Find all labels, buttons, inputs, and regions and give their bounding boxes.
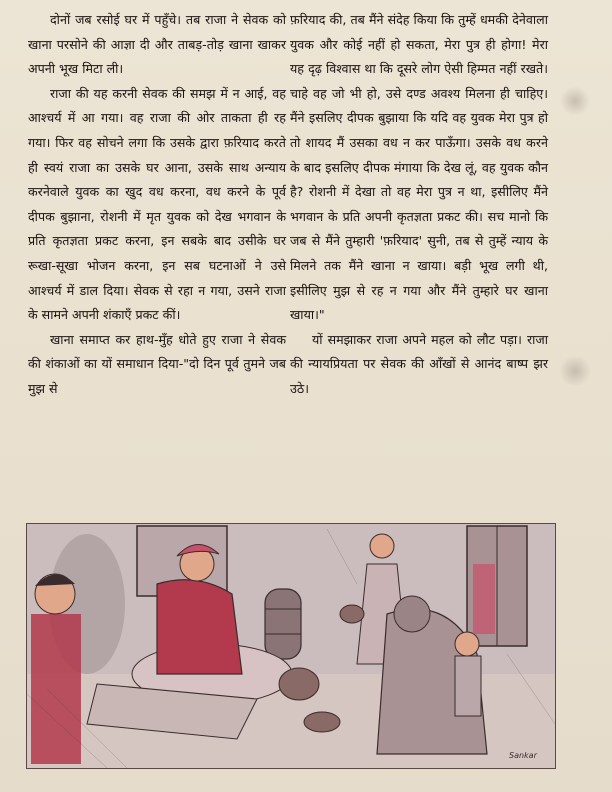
text-column-left <box>28 8 286 402</box>
artist-signature: Sankar <box>509 751 537 760</box>
paper-smudge <box>560 86 590 116</box>
illustration-drawing <box>27 524 555 768</box>
story-illustration <box>26 523 556 769</box>
paragraph: दोनों जब रसोई घर में पहुँचे। तब राजा ने सेवक को खाना परसोने की आज्ञा दी और ताबड़-तोड़ खाना खाकर अपनी भूख मिटा ली। <box>28 12 286 77</box>
paragraph: फ़रियाद की, तब मैंने संदेह किया कि तुम्हें धमकी देनेवाला युवक और कोई नहीं हो सकता, मेरा पुत्र ही होगा! मेरा यह दृढ़ विश्वास था कि दूसरे लोग ऐसी हिम्मत नहीं रखते। चाहे वह जो भी हो, उसे दण्ड अवश्य मिलना ही चाहिए। मैंने इसलिए दीपक बुझाया कि यदि वह युवक मेरा पुत्र हो तो शायद मैं उसका वध न कर पाऊँगा। उसके वध करने के बाद इसलिए दीपक मंगाया कि देख लूं, वह युवक कौन है? रोशनी में देखा तो वह मेरा पुत्र न था, इसीलिए मैंने भगवान के प्रति अपनी कृतज्ञता प्रकट की। सच मानो कि जब से मैंने तुम्हारी 'फ़रियाद' सुनी, तब से तुम्हें न्याय के मिलने तक मैंने खाना न खाया। बड़ी भूख लगी थी, इसीलिए मुझ से रह न गया और मैंने तुम्हारे घर खाना खाया।" <box>290 12 548 323</box>
text-column-right <box>290 8 548 402</box>
paragraph: खाना समाप्त कर हाथ-मुँह धोते हुए राजा ने सेवक की शंकाओं का यों समाधान दिया-"दो दिन पूर्व तुमने जब मुझ से <box>28 331 286 396</box>
paragraph: यों समझाकर राजा अपने महल को लौट पड़ा। राजा की न्यायप्रियता पर सेवक की आँखों से आनंद बाष्प झर उठे। <box>290 331 548 396</box>
paper-smudge <box>558 356 592 386</box>
paragraph: राजा की यह करनी सेवक की समझ में न आई, वह आश्चर्य में आ गया। वह राजा की ओर ताकता ही रह गया। फिर वह सोचने लगा कि उसके द्वारा फ़रियाद करते ही स्वयं राजा का उसके घर आना, उसके साथ अन्याय करनेवाले युवक का खुद वध करना, वध करने के पूर्व दीपक बुझाना, रोशनी में मृत युवक को देख भगवान के प्रति कृतज्ञता प्रकट करना, इन सबके बाद उसीके घर रूखा-सूखा भोजन करना, इन सब घटनाओं ने उसे आश्चर्य में डाल दिया। सेवक से रहा न गया, उसने राजा के सामने अपनी शंकाएँ प्रकट कीं। <box>28 85 286 323</box>
